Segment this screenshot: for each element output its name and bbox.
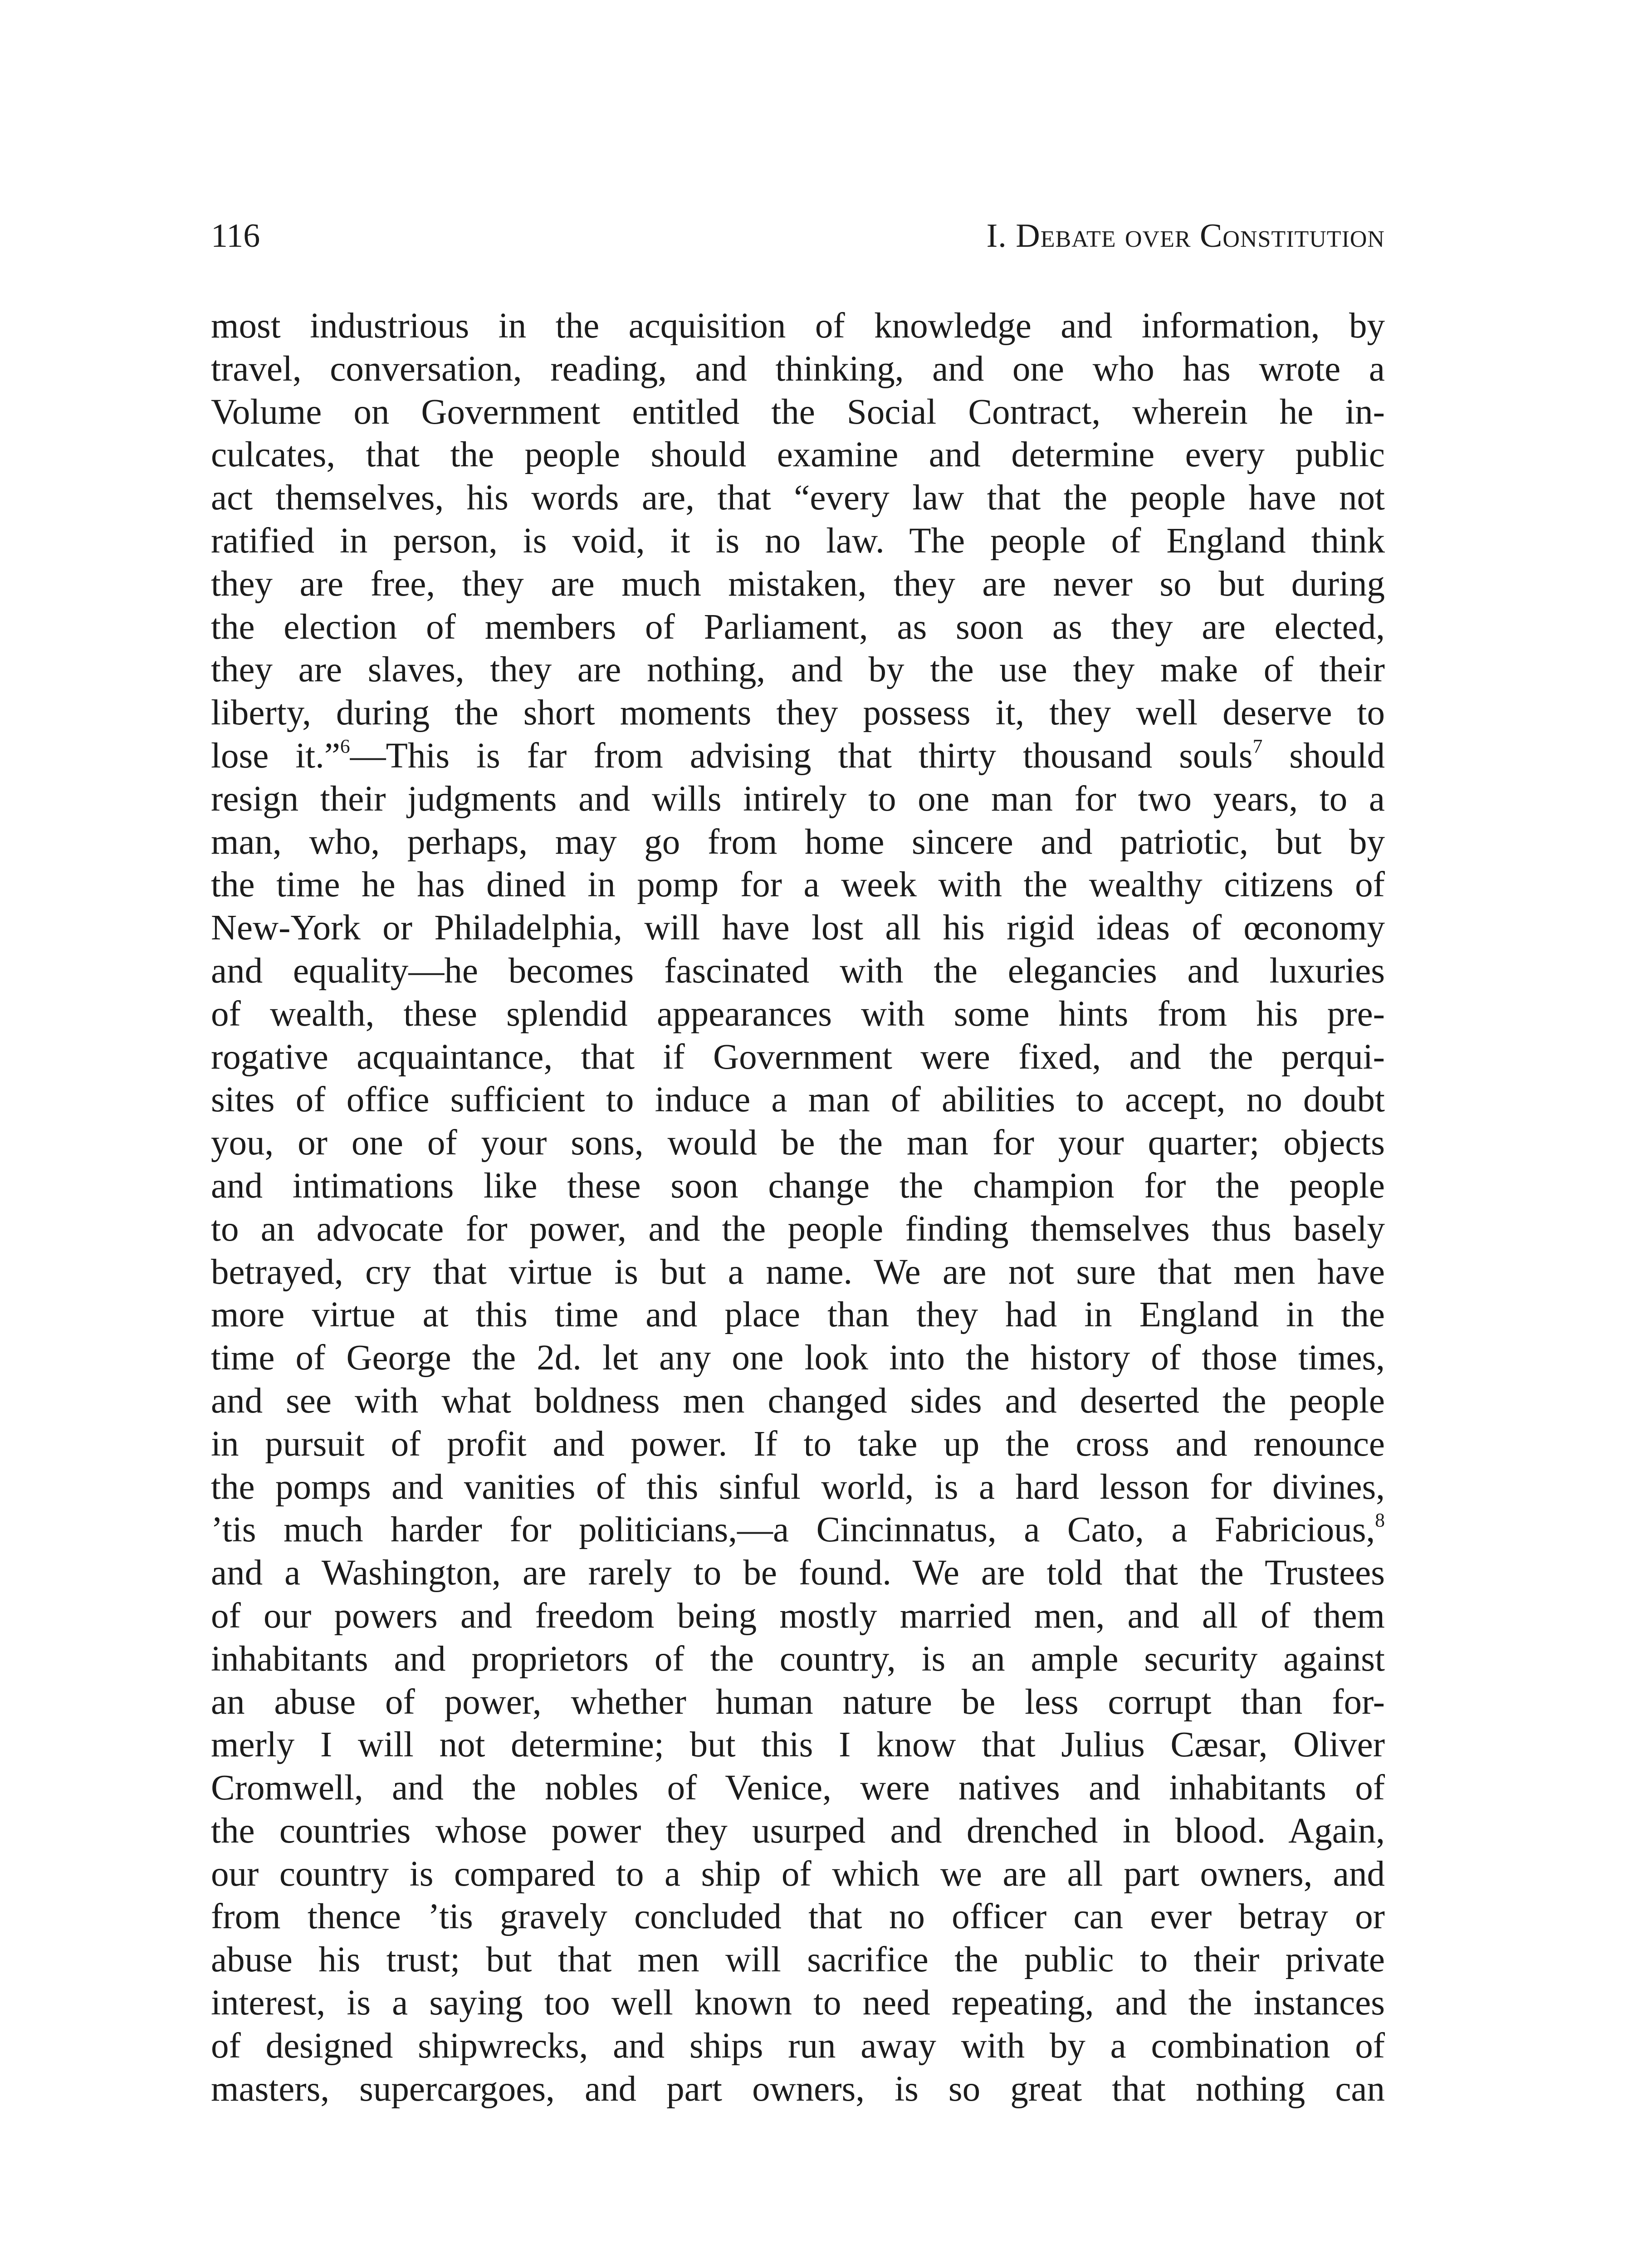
line-text: and a Washington, are rarely to be found. We are told that the Trustees (211, 1553, 1385, 1593)
text-line (211, 1724, 1385, 1767)
text-line (211, 606, 1385, 649)
line-text: more virtue at this time and place than they had in England in the (211, 1295, 1385, 1335)
text-line (211, 735, 1385, 778)
line-text: of wealth, these splendid appearances with some hints from his pre- (211, 994, 1385, 1034)
text-line (211, 1122, 1385, 1165)
line-text: and see with what boldness men changed sides and deserted the people (211, 1381, 1385, 1421)
line-text: travel, conversation, reading, and thinking, and one who has wrote a (211, 349, 1385, 389)
line-text: and equality—he becomes fascinated with the elegancies and luxuries (211, 951, 1385, 991)
line-text: Volume on Government entitled the Social Contract, wherein he in- (211, 392, 1385, 432)
line-text: —This is far from advising that thirty thousand souls (350, 736, 1253, 776)
text-line (211, 391, 1385, 434)
line-text: from thence ’tis gravely concluded that no officer can ever betray or (211, 1897, 1385, 1937)
text-line (211, 2068, 1385, 2111)
text-line (211, 649, 1385, 692)
text-line (211, 477, 1385, 520)
text-line (211, 692, 1385, 735)
text-line (211, 1810, 1385, 1853)
line-text: most industrious in the acquisition of knowledge and information, by (211, 306, 1385, 346)
line-text: rogative acquaintance, that if Government were fixed, and the perqui- (211, 1037, 1385, 1077)
text-line (211, 563, 1385, 606)
text-line (211, 821, 1385, 864)
running-head (211, 213, 1385, 259)
text-line (211, 950, 1385, 993)
line-text: time of George the 2d. let any one look into the history of those times, (211, 1338, 1385, 1378)
line-text: they are free, they are much mistaken, they are never so but during (211, 564, 1385, 604)
text-line (211, 1337, 1385, 1380)
line-text: and intimations like these soon change the champion for the people (211, 1166, 1385, 1206)
text-line (211, 864, 1385, 907)
line-text: should (1262, 736, 1385, 776)
line-text: abuse his trust; but that men will sacrifice the public to their private (211, 1940, 1385, 1980)
line-text: you, or one of your sons, would be the man for your quarter; objects (211, 1123, 1385, 1163)
text-line (211, 520, 1385, 563)
text-line (211, 348, 1385, 391)
text-line (211, 1638, 1385, 1681)
body-text (211, 305, 1385, 2111)
line-text: in pursuit of profit and power. If to take up the cross and renounce (211, 1424, 1385, 1464)
text-line (211, 907, 1385, 950)
line-text: to an advocate for power, and the people finding themselves thus basely (211, 1209, 1385, 1249)
text-line (211, 1208, 1385, 1251)
text-line (211, 1767, 1385, 1810)
text-line (211, 1165, 1385, 1208)
line-text: man, who, perhaps, may go from home sincere and patriotic, but by (211, 822, 1385, 862)
line-text: liberty, during the short moments they possess it, they well deserve to (211, 693, 1385, 733)
line-text: the election of members of Parliament, as soon as they are elected, (211, 607, 1385, 647)
text-line (211, 1079, 1385, 1122)
text-line (211, 1681, 1385, 1724)
line-text: the pomps and vanities of this sinful world, is a hard lesson for divines, (211, 1467, 1385, 1507)
line-text: ’tis much harder for politicians,—a Cincinnatus, a Cato, a Fabricious, (211, 1510, 1375, 1550)
footnote-marker: 8 (1375, 1509, 1385, 1531)
line-text: of our powers and freedom being mostly married men, and all of them (211, 1596, 1385, 1636)
line-text: New-York or Philadelphia, will have lost all his rigid ideas of œconomy (211, 908, 1385, 948)
text-line (211, 305, 1385, 348)
text-line (211, 1423, 1385, 1466)
line-text: sites of office sufficient to induce a man of abilities to accept, no doubt (211, 1080, 1385, 1120)
line-text: our country is compared to a ship of which we are all part owners, and (211, 1854, 1385, 1894)
line-text: culcates, that the people should examine and determine every public (211, 435, 1385, 475)
line-text: merly I will not determine; but this I know that Julius Cæsar, Oliver (211, 1725, 1385, 1765)
text-line (211, 2025, 1385, 2068)
line-text: masters, supercargoes, and part owners, is so great that nothing can (211, 2069, 1385, 2109)
line-text: the time he has dined in pomp for a week with the wealthy citizens of (211, 865, 1385, 905)
line-text: they are slaves, they are nothing, and by the use they make of their (211, 650, 1385, 690)
line-text: Cromwell, and the nobles of Venice, were natives and inhabitants of (211, 1768, 1385, 1808)
line-text: inhabitants and proprietors of the country, is an ample security against (211, 1639, 1385, 1679)
line-text: interest, is a saying too well known to need repeating, and the instances (211, 1983, 1385, 2023)
text-line (211, 1939, 1385, 1982)
text-line (211, 1036, 1385, 1079)
text-line (211, 1294, 1385, 1337)
text-line (211, 434, 1385, 477)
text-line (211, 1595, 1385, 1638)
line-text: the countries whose power they usurped and drenched in blood. Again, (211, 1811, 1385, 1851)
text-line (211, 993, 1385, 1036)
text-line (211, 1853, 1385, 1896)
text-line (211, 1896, 1385, 1939)
chapter-title: I. Debate over Constitution (986, 217, 1385, 254)
footnote-marker: 6 (340, 735, 350, 758)
text-line (211, 1380, 1385, 1423)
text-line (211, 1552, 1385, 1595)
text-line (211, 1982, 1385, 2025)
footnote-marker: 7 (1252, 735, 1263, 758)
line-text: ratified in person, is void, it is no law. The people of England think (211, 521, 1385, 561)
line-text: resign their judgments and wills intirely to one man for two years, to a (211, 779, 1385, 819)
text-line (211, 778, 1385, 821)
line-text: betrayed, cry that virtue is but a name. We are not sure that men have (211, 1252, 1385, 1292)
line-text: act themselves, his words are, that “every law that the people have not (211, 478, 1385, 518)
line-text: lose it.” (211, 736, 340, 776)
text-line (211, 1251, 1385, 1294)
text-line (211, 1509, 1385, 1552)
line-text: an abuse of power, whether human nature be less corrupt than for- (211, 1682, 1385, 1722)
page-number: 116 (211, 217, 260, 254)
text-line (211, 1466, 1385, 1509)
line-text: of designed shipwrecks, and ships run away with by a combination of (211, 2026, 1385, 2066)
